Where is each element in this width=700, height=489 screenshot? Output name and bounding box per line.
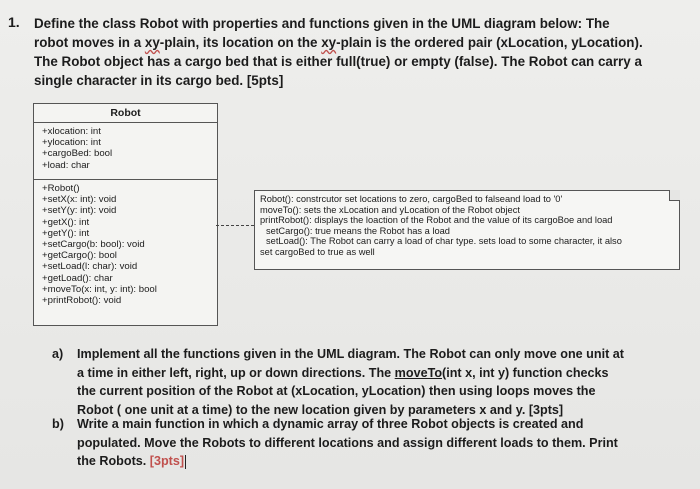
note-line: set cargoBed to true as well: [260, 246, 375, 257]
uml-method: +getLoad(): char: [42, 272, 113, 284]
uml-attribute: +load: char: [42, 159, 90, 171]
uml-method: +getY(): int: [42, 227, 90, 239]
part-b-label: b): [52, 417, 64, 431]
question-text: [34, 14, 674, 90]
uml-attribute: +ylocation: int: [42, 137, 101, 149]
uml-method: +Robot(): [42, 183, 80, 194]
uml-note-connector: [216, 225, 254, 226]
uml-methods: [34, 180, 217, 306]
text-cursor[interactable]: [185, 455, 186, 469]
uml-note-box: [254, 190, 680, 270]
uml-method: +setCargo(b: bool): void: [42, 239, 145, 251]
note-line: setLoad(): The Robot can carry a load of char type. sets load to some character, it also: [266, 236, 622, 247]
part-b: [52, 415, 672, 485]
uml-method: +printRobot(): void: [42, 295, 122, 307]
note-line: setCargo(): true means the Robot has a load: [266, 225, 450, 236]
question-line-1: Define the class Robot with properties and functions given in the UML diagram below: The: [34, 16, 610, 31]
moveto-function-name: moveTo(: [394, 365, 447, 380]
part-b-text: Write a main function in which a dynamic array of three Robot objects is created and populated. Move the Robots to different locations and assign different loads to them. Print the Robots. [3pts]: [77, 417, 618, 469]
uml-method: +setLoad(l: char): void: [42, 261, 138, 273]
question-number: 1.: [8, 14, 20, 30]
uml-method: +getX(): int: [42, 216, 90, 228]
part-a-label: a): [52, 347, 64, 361]
question-line-2: robot moves in a xy-plain, its location on the xy-plain is the ordered pair (xLocation, yLocation).: [34, 35, 643, 50]
uml-attribute: +xlocation: int: [42, 126, 101, 137]
question-line-4: single character in its cargo bed. [5pts]: [34, 73, 284, 88]
uml-class-box: [33, 103, 218, 326]
note-fold-corner: [669, 190, 680, 201]
uml-method: +getCargo(): bool: [42, 250, 117, 262]
part-a-text: Implement all the functions given in the UML diagram. The Robot can only move one unit at a time in either left, right, up or down directions. The moveTo(int x, int y) function checks the current position of the Robot at (xLocation, yLocation) then using loops moves the Robot ( one unit at a time) to the new location given by parameters x and y. [3pts]: [77, 347, 624, 417]
note-line: Robot(): constrcutor set locations to zero, cargoBed to falseand load to '0': [260, 194, 563, 204]
uml-attributes: [34, 123, 217, 180]
note-line: printRobot(): displays the loaction of the Robot and the value of its cargoBoe and load: [260, 215, 613, 226]
uml-method: +moveTo(x: int, y: int): bool: [42, 283, 157, 295]
uml-attribute: +cargoBed: bool: [42, 148, 113, 160]
note-line: moveTo(): sets the xLocation and yLocation of the Robot object: [260, 204, 520, 215]
uml-method: +setY(y: int): void: [42, 205, 117, 217]
question-line-3: The Robot object has a cargo bed that is either full(true) or empty (false). The Robot can carry a: [34, 54, 642, 69]
uml-method: +setX(x: int): void: [42, 194, 117, 206]
points-label: [3pts]: [149, 454, 185, 469]
uml-class-name: Robot: [34, 104, 217, 123]
